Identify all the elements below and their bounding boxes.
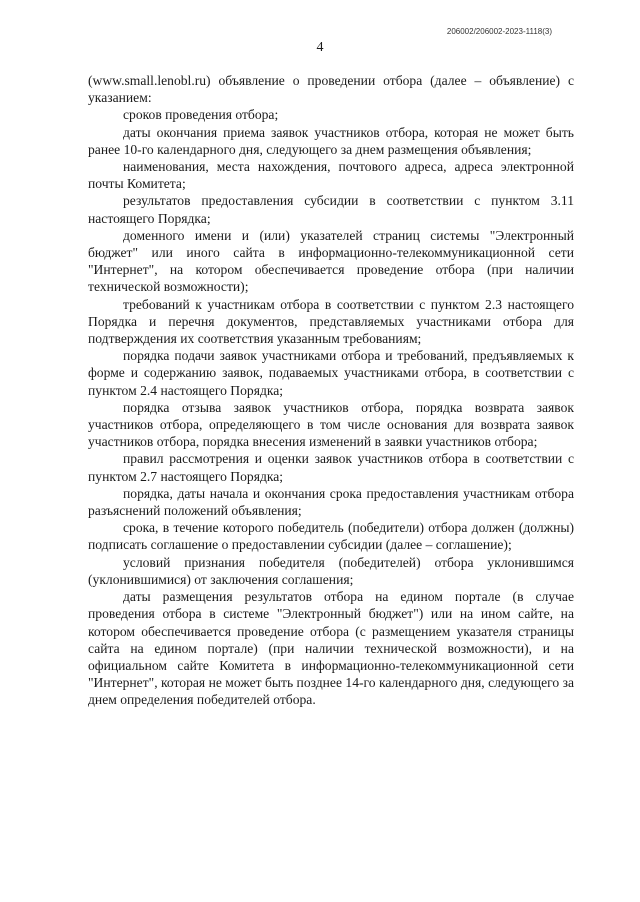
paragraph: сроков проведения отбора; [123,107,279,123]
document-body [88,72,574,709]
paragraph: условий признания победителя (победителей) отбора уклонившимся (уклонившимися) от заключения соглашения; [88,554,574,587]
paragraph: порядка подачи заявок участниками отбора и требований, предъявляемых к форме и содержанию заявок, подаваемых участниками отбора, в соответствии с пунктом 2.4 настоящего Порядка; [88,348,574,398]
paragraph: (www.small.lenobl.ru) объявление о проведении отбора (далее – объявление) с указанием: [88,73,574,106]
paragraph: доменного имени и (или) указателей страниц системы "Электронный бюджет" или иного сайта в информационно-телекоммуникационной сети "Интернет", на котором обеспечивается проведение отбора (при наличии технической возможности); [88,227,574,295]
paragraph: срока, в течение которого победитель (победители) отбора должен (должны) подписать соглашение о предоставлении субсидии (далее – соглашение); [88,520,574,553]
paragraph: даты окончания приема заявок участников отбора, которая не может быть ранее 10-го календарного дня, следующего за днем размещения объявления; [88,124,574,157]
paragraph: даты размещения результатов отбора на едином портале (в случае проведения отбора в системе "Электронный бюджет") или на ином сайте, на котором обеспечивается проведение отбора (с размещением указателя страницы сайта на едином портале) (при наличии технической возможности), и на официальном сайте Комитета в информационно-телекоммуникационной сети "Интернет", которая не может быть позднее 14-го календарного дня, следующего за днем определения победителей отбора. [88,589,574,708]
paragraph: требований к участникам отбора в соответствии с пунктом 2.3 настоящего Порядка и перечня документов, представляемых участниками отбора для подтверждения их соответствия указанным требованиям; [88,296,574,347]
paragraph: результатов предоставления субсидии в соответствии с пунктом 3.11 настоящего Порядка; [88,193,574,226]
paragraph: порядка отзыва заявок участников отбора, порядка возврата заявок участников отбора, определяющего в том числе основания для возврата заявок участников отбора, порядка внесения изменений в заявки участников отбора; [88,399,574,450]
page-number: 4 [316,40,324,55]
paragraph: правил рассмотрения и оценки заявок участников отбора в соответствии с пунктом 2.7 настоящего Порядка; [88,451,574,484]
paragraph: порядка, даты начала и окончания срока предоставления участникам отбора разъяснений положений объявления; [88,485,574,519]
paragraph: наименования, места нахождения, почтового адреса, адреса электронной почты Комитета; [88,159,574,192]
document-code: 206002/206002-2023-1118(3) [446,27,552,36]
